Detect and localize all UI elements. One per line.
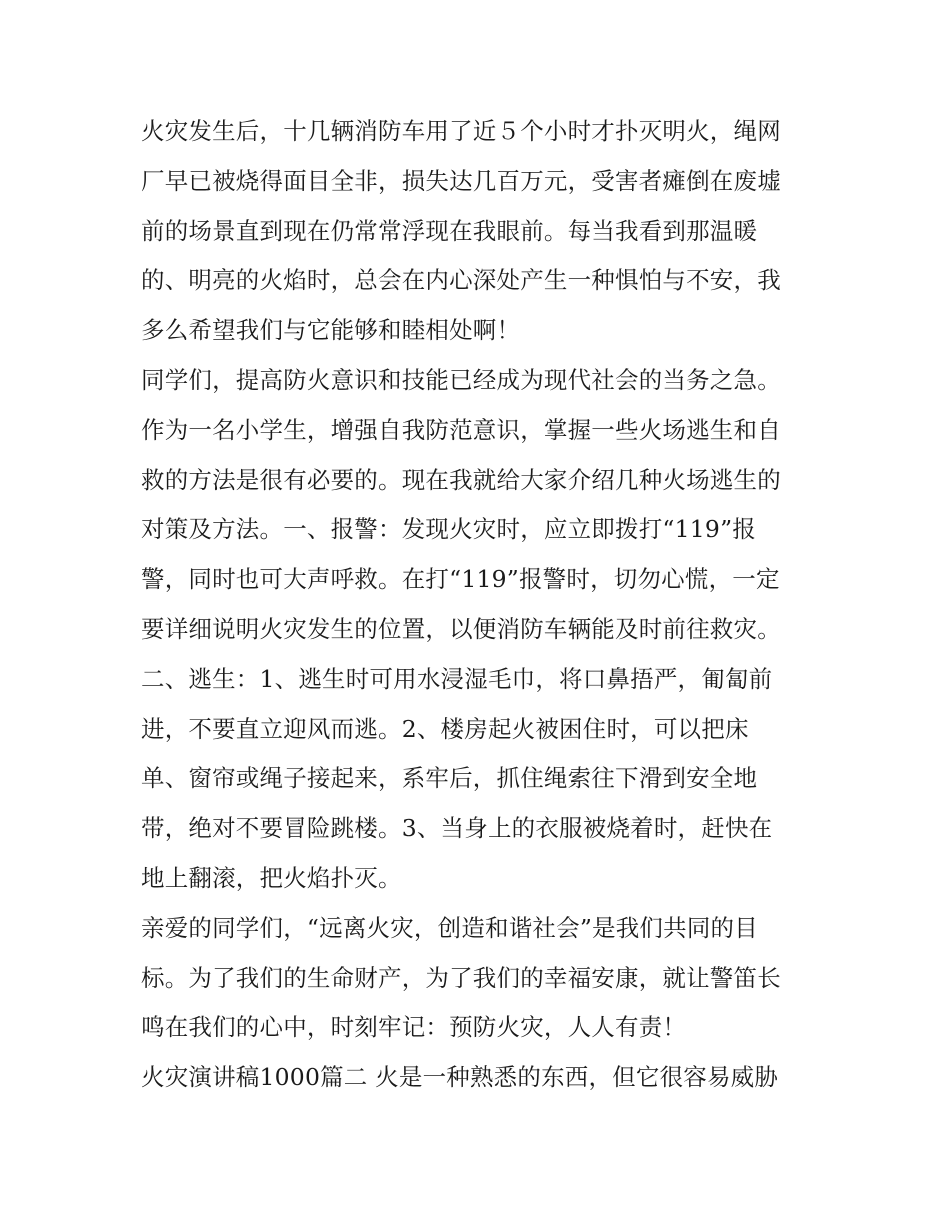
text-line: 标。为了我们的生命财产，为了我们的幸福安康，就让警笛长 <box>141 963 781 992</box>
text-line: 二、逃生：1、逃生时可用水浸湿毛巾，将口鼻捂严，匍匐前 <box>141 664 773 693</box>
text-line: 救的方法是很有必要的。现在我就给大家介绍几种火场逃生的 <box>141 465 781 494</box>
text-line: 同学们，提高防火意识和技能已经成为现代社会的当务之急。 <box>141 365 781 394</box>
text-line: 的、明亮的火焰时，总会在内心深处产生一种惧怕与不安，我 <box>141 266 781 295</box>
text-line: 对策及方法。一、报警：发现火灾时，应立即拨打“119”报 <box>141 515 756 544</box>
text-line: 亲爱的同学们，“远离火灾，创造和谐社会”是我们共同的目 <box>141 913 758 942</box>
text-line: 带，绝对不要冒险跳楼。3、当身上的衣服被烧着时，赶快在 <box>141 814 773 843</box>
text-line: 进，不要直立迎风而逃。2、楼房起火被困住时，可以把床 <box>141 714 749 743</box>
text-line: 火灾演讲稿1000篇二 火是一种熟悉的东西，但它很容易威胁 <box>141 1063 779 1092</box>
text-line: 鸣在我们的心中，时刻牢记：预防火灾，人人有责！ <box>141 1013 687 1042</box>
text-line: 地上翻滚，把火焰扑灭。 <box>141 863 402 892</box>
document-body <box>141 107 831 1103</box>
text-line: 单、窗帘或绳子接起来，系牢后，抓住绳索往下滑到安全地 <box>141 764 758 793</box>
text-line: 火灾发生后，十几辆消防车用了近５个小时才扑灭明火，绳网 <box>141 117 781 145</box>
text-line: 要详细说明火灾发生的位置，以便消防车辆能及时前往救灾。 <box>141 614 781 643</box>
text-line: 前的场景直到现在仍常常浮现在我眼前。每当我看到那温暖 <box>141 216 758 245</box>
text-line: 多么希望我们与它能够和睦相处啊！ <box>141 316 521 345</box>
text-line: 厂早已被烧得面目全非，损失达几百万元，受害者瘫倒在废墟 <box>141 166 781 195</box>
text-line: 作为一名小学生，增强自我防范意识，掌握一些火场逃生和自 <box>141 415 781 444</box>
text-line: 警，同时也可大声呼救。在打“119”报警时，切勿心慌，一定 <box>141 565 780 594</box>
